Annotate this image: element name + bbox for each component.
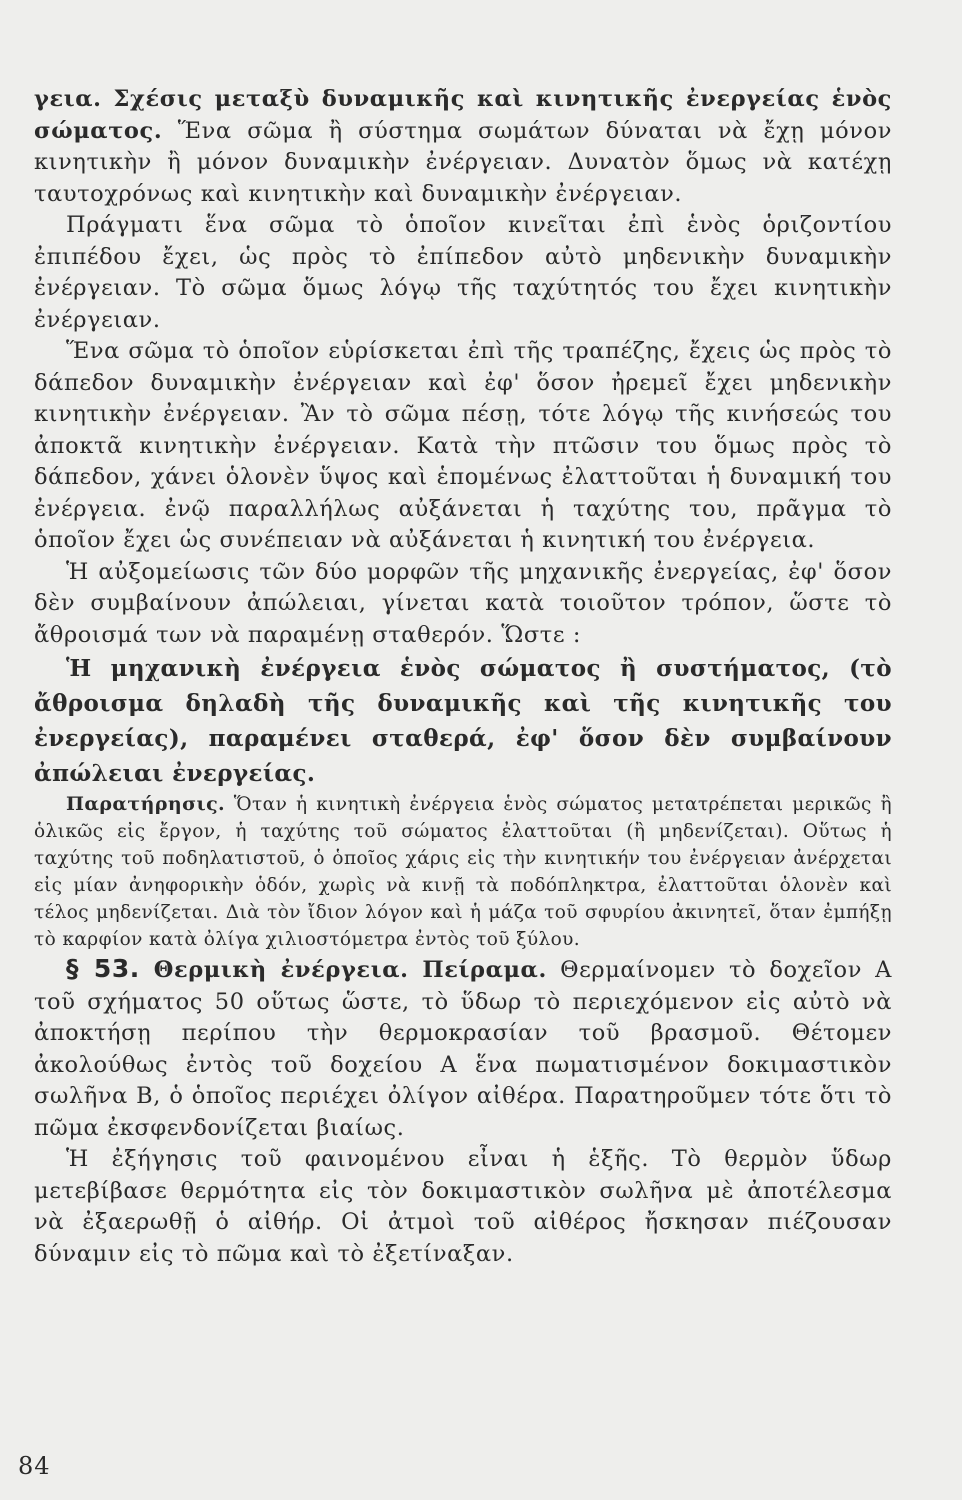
heading-fragment: γεια. Σχέσις μεταξὺ δυναμικῆς καὶ κινητικῆς ἐνεργείας ἑνὸς σώματος. bbox=[34, 86, 892, 144]
page-number: 84 bbox=[18, 1452, 51, 1480]
paragraph-2: Πράγματι ἕνα σῶμα τὸ ὁποῖον κινεῖται ἐπὶ ἑνὸς ὁριζοντίου ἐπιπέδου ἔχει, ὡς πρὸς τὸ ἐπίπεδον αὐτὸ μηδενικὴν δυναμικὴν ἐνέργειαν. Τὸ σῶμα ὅμως λόγῳ τῆς ταχύτητός του ἔχει κινητικὴν ἐνέργειαν. bbox=[34, 212, 892, 333]
note-label: Παρατήρησις. bbox=[66, 793, 226, 815]
paragraph-1-text: Ἕνα σῶμα ἢ σύστημα σωμάτων δύναται νὰ ἔχῃ μόνον κινητικὴν ἢ μόνον δυναμικὴν ἐνέργειαν. Δυνατὸν ὅμως νὰ κατέχῃ ταυτοχρόνως καὶ κινητικὴν καὶ δυναμικὴν ἐνέργειαν. bbox=[34, 117, 892, 207]
paragraph-5: Ἡ ἐξήγησις τοῦ φαινομένου εἶναι ἡ ἑξῆς. Τὸ θερμὸν ὕδωρ μετεβίβασε θερμότητα εἰς τὸν δοκιμαστικὸν σωλῆνα μὲ ἀποτέλεσμα νὰ ἐξαερωθῇ ὁ αἰθήρ. Οἱ ἀτμοὶ τοῦ αἰθέρος ἤσκησαν πιέζουσαν δύναμιν εἰς τὸ πῶμα καὶ τὸ ἐξετίναξαν. bbox=[34, 1146, 892, 1267]
paragraph-4: Ἡ αὐξομείωσις τῶν δύο μορφῶν τῆς μηχανικῆς ἐνεργείας, ἐφ' ὅσον δὲν συμβαίνουν ἀπώλειαι, γίνεται κατὰ τοιοῦτον τρόπον, ὥστε τὸ ἄθροισμά των νὰ παραμένῃ σταθερόν. Ὥστε : bbox=[34, 558, 892, 648]
section-number: § 53. bbox=[66, 954, 140, 983]
note-paragraph bbox=[34, 791, 892, 953]
section-53 bbox=[34, 953, 892, 1144]
paragraph-1 bbox=[34, 84, 892, 210]
body-text bbox=[34, 84, 892, 1270]
conservation-law: Ἡ μηχανικὴ ἐνέργεια ἑνὸς σώματος ἢ συστήματος, (τὸ ἄθροισμα δηλαδὴ τῆς δυναμικῆς καὶ τῆς κινητικῆς του ἐνεργείας), παραμένει σταθερά, ἐφ' ὅσον δὲν συμβαίνουν ἀπώλειαι ἐνεργείας. bbox=[34, 655, 892, 787]
paragraph-3: Ἕνα σῶμα τὸ ὁποῖον εὑρίσκεται ἐπὶ τῆς τραπέζης, ἔχεις ὡς πρὸς τὸ δάπεδον δυναμικὴν ἐνέργειαν καὶ ἐφ' ὅσον ἠρεμεῖ ἔχει μηδενικὴν κινητικὴν ἐνέργειαν. Ἂν τὸ σῶμα πέσῃ, τότε λόγῳ τῆς κινήσεώς του ἀποκτᾶ κινητικὴν ἐνέργειαν. Κατὰ τὴν πτῶσιν του ὅμως πρὸς τὸ δάπεδον, χάνει ὁλονὲν ὕψος καὶ ἑπομένως ἐλαττοῦται ἡ δυναμική του ἐνέργεια. ἐνῷ παραλλήλως αὐξάνεται ἡ ταχύτης του, πρᾶγμα τὸ ὁποῖον ἔχει ὡς συνέπειαν νὰ αὐξάνεται ἡ κινητική του ἐνέργεια. bbox=[34, 338, 892, 553]
note-text: Ὅταν ἡ κινητικὴ ἐνέργεια ἑνὸς σώματος μετατρέπεται μερικῶς ἢ ὁλικῶς εἰς ἔργον, ἡ ταχύτης τοῦ σώματος ἐλαττοῦται (ἢ μηδενίζεται). Οὕτως ἡ ταχύτης τοῦ ποδηλατιστοῦ, ὁ ὁποῖος χάρις εἰς τὴν κινητικήν του ἐνέργειαν ἀνέρχεται εἰς μίαν ἀνηφορικὴν ὁδόν, χωρὶς νὰ κινῇ τὰ ποδόπληκτρα, ἐλαττοῦται ὁλονὲν καὶ τέλος μηδενίζεται. Διὰ τὸν ἴδιον λόγον καὶ ἡ μάζα τοῦ σφυρίου ἀκινητεῖ, ὅταν ἐμπήξῃ τὸ καρφίον κατὰ ὀλίγα χιλιοστόμετρα ἐντὸς τοῦ ξύλου. bbox=[34, 794, 892, 950]
section-title: Θερμικὴ ἐνέργεια. Πείραμα. bbox=[139, 957, 547, 983]
section-text: Θερμαίνομεν τὸ δοχεῖον Α τοῦ σχήματος 50 οὕτως ὥστε, τὸ ὕδωρ τὸ περιεχόμενον εἰς αὐτὸ νὰ ἀποκτήσῃ περίπου τὴν θερμοκρασίαν τοῦ βρασμοῦ. Θέτομεν ἀκολούθως ἐντὸς τοῦ δοχείου Α ἕνα πωματισμένον δοκιμαστικὸν σωλῆνα Β, ὁ ὁποῖος περιέχει ὀλίγον αἰθέρα. Παρατηροῦμεν τότε ὅτι τὸ πῶμα ἐκσφενδονίζεται βιαίως. bbox=[34, 957, 893, 1141]
